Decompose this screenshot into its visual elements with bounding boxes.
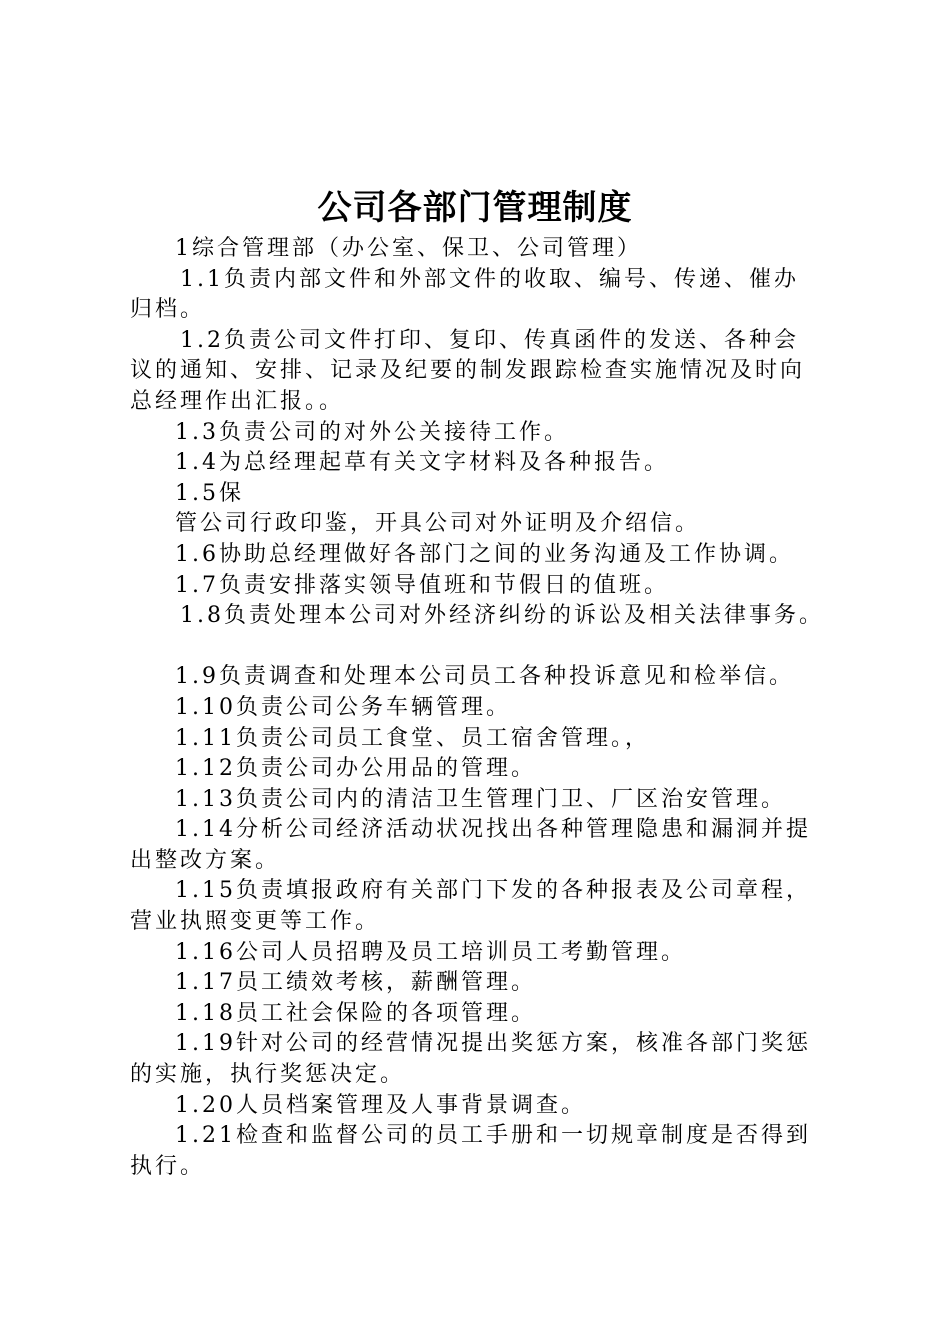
paragraph-line: 1.9负责调查和处理本公司员工各种投诉意见和检举信。: [175, 664, 794, 690]
section-heading: 1综合管理部（办公室、保卫、公司管理）: [175, 236, 642, 261]
paragraph-line: 1.7负责安排落实领导值班和节假日的值班。: [175, 572, 669, 598]
paragraph-line: 出整改方案。: [130, 847, 281, 873]
document-body: [130, 234, 850, 1182]
paragraph-line: 营业执照变更等工作。: [130, 909, 381, 935]
paragraph-line: 管公司行政印鉴，开具公司对外证明及介绍信。: [175, 511, 701, 537]
paragraph-line: 1.16公司人员招聘及员工培训员工考勤管理。: [175, 939, 686, 965]
paragraph-line: 1.1负责内部文件和外部文件的收取、编号、传递、催办: [180, 266, 799, 292]
paragraph-line: 1.19针对公司的经营情况提出奖惩方案，核准各部门奖惩: [175, 1031, 811, 1057]
paragraph-line: 1.6协助总经理做好各部门之间的业务沟通及工作协调。: [175, 541, 794, 567]
paragraph-line: 议的通知、安排、记录及纪要的制发跟踪检查实施情况及时向: [130, 358, 806, 384]
paragraph-line: 1.20人员档案管理及人事背景调查。: [175, 1092, 586, 1118]
blank-line: [130, 632, 850, 663]
paragraph-line: 1.4为总经理起草有关文字材料及各种报告。: [175, 450, 669, 476]
paragraph-line: 1.11负责公司员工食堂、员工宿舍管理。，: [175, 725, 650, 751]
paragraph-line: 1.10负责公司公务车辆管理。: [175, 694, 511, 720]
paragraph-line: 1.2负责公司文件打印、复印、传真函件的发送、各种会: [180, 327, 799, 353]
paragraph-line: 1.13负责公司内的清洁卫生管理门卫、厂区治安管理。: [175, 786, 786, 812]
document-title: 公司各部门管理制度: [317, 188, 633, 228]
paragraph-line: 1.8负责处理本公司对外经济纠纷的诉讼及相关法律事务。: [180, 603, 824, 629]
paragraph-line: 1.3负责公司的对外公关接待工作。: [175, 419, 569, 445]
paragraph-line: 归档。: [130, 297, 206, 323]
paragraph-line: 1.21检查和监督公司的员工手册和一切规章制度是否得到: [175, 1123, 811, 1149]
paragraph-line: 1.15负责填报政府有关部门下发的各种报表及公司章程，: [175, 878, 811, 904]
paragraph-line: 执行。: [130, 1153, 206, 1179]
paragraph-line: 1.12负责公司办公用品的管理。: [175, 756, 536, 782]
paragraph-line: 的实施，执行奖惩决定。: [130, 1062, 406, 1088]
paragraph-line: 1.5保: [175, 480, 244, 506]
paragraph-line: 1.18员工社会保险的各项管理。: [175, 1000, 536, 1026]
paragraph-line: 总经理作出汇报。。: [130, 388, 345, 414]
paragraph-line: 1.14分析公司经济活动状况找出各种管理隐患和漏洞并提: [175, 817, 811, 843]
paragraph-line: 1.17员工绩效考核，薪酬管理。: [175, 970, 536, 996]
